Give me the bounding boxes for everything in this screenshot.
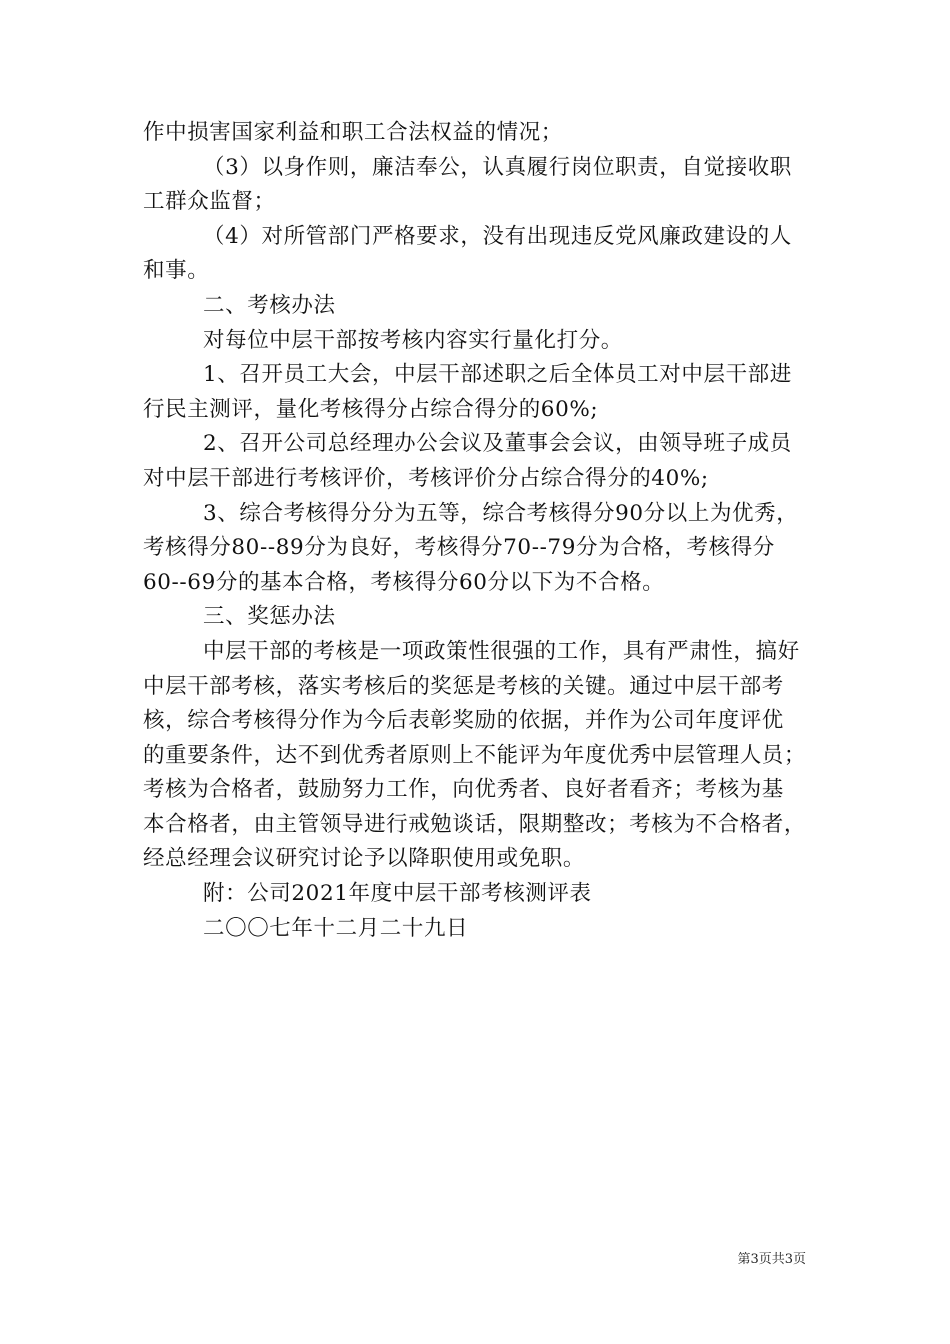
- attachment-line: 附：公司2021年度中层干部考核测评表: [203, 881, 592, 907]
- paragraph-line: 对中层干部进行考核评价，考核评价分占综合得分的40%;: [143, 465, 709, 491]
- paragraph-line: 1、召开员工大会，中层干部述职之后全体员工对中层干部进: [203, 362, 792, 388]
- paragraph-line: 3、综合考核得分分为五等，综合考核得分90分以上为优秀，: [203, 500, 799, 526]
- paragraph-line: 60--69分的基本合格，考核得分60分以下为不合格。: [143, 569, 665, 595]
- paragraph-line: 2、召开公司总经理办公会议及董事会会议，由领导班子成员: [203, 431, 792, 457]
- paragraph-line: 的重要条件，达不到优秀者原则上不能评为年度优秀中层管理人员；: [143, 742, 807, 768]
- date-line: 二〇〇七年十二月二十九日: [203, 915, 469, 941]
- document-body: [143, 116, 823, 946]
- paragraph-line: 对每位中层干部按考核内容实行量化打分。: [203, 327, 623, 353]
- paragraph-line: 核，综合考核得分作为今后表彰奖励的依据，并作为公司年度评优: [143, 708, 784, 734]
- paragraph-line: 中层干部的考核是一项政策性很强的工作，具有严肃性，搞好: [203, 638, 800, 664]
- paragraph-line: 考核为合格者，鼓励努力工作，向优秀者、良好者看齐；考核为基: [143, 777, 784, 803]
- paragraph-line: （4）对所管部门严格要求，没有出现违反党风廉政建设的人: [203, 223, 792, 249]
- section-heading: 三、奖惩办法: [203, 604, 336, 630]
- paragraph-line: 和事。: [143, 258, 210, 284]
- paragraph-line: 中层干部考核，落实考核后的奖惩是考核的关键。通过中层干部考: [143, 673, 784, 699]
- paragraph-line: 经总经理会议研究讨论予以降职使用或免职。: [143, 846, 586, 872]
- paragraph-line: 行民主测评，量化考核得分占综合得分的60%;: [143, 396, 599, 422]
- paragraph-line: 作中损害国家利益和职工合法权益的情况；: [143, 120, 563, 145]
- page-number: 第3页共3页: [737, 1252, 806, 1267]
- paragraph-line: 本合格者，由主管领导进行戒勉谈话，限期整改；考核为不合格者，: [143, 811, 807, 837]
- paragraph-line: 考核得分80--89分为良好，考核得分70--79分为合格，考核得分: [143, 535, 775, 561]
- paragraph-line: （3）以身作则，廉洁奉公，认真履行岗位职责，自觉接收职: [203, 154, 792, 180]
- paragraph-line: 工群众监督；: [143, 189, 276, 215]
- section-heading: 二、考核办法: [203, 292, 336, 318]
